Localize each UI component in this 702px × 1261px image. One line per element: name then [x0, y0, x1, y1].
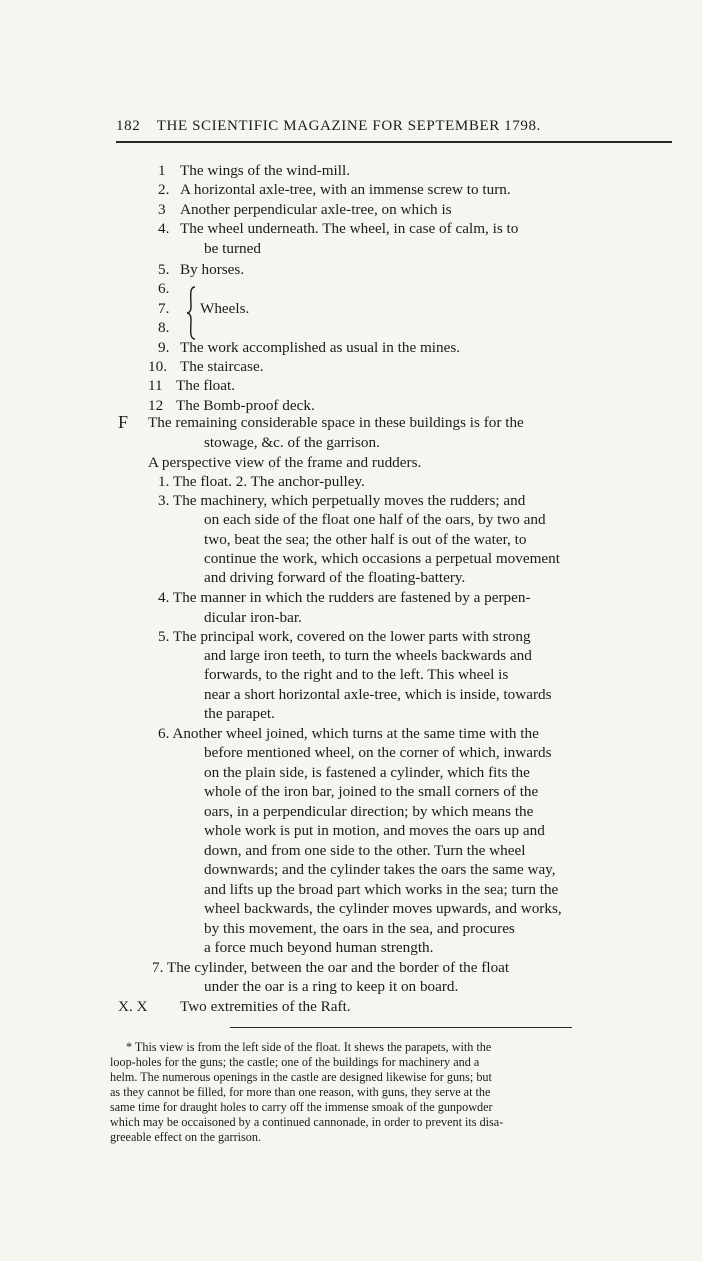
list-item: 6.: [158, 280, 170, 297]
perspective-intro: A perspective view of the frame and rudders.: [148, 454, 422, 471]
paragraph-line: and lifts up the broad part which works in the sea; turn the: [204, 881, 559, 898]
footnote-line: as they cannot be filled, for more than one reason, with guns, they serve at the: [110, 1085, 491, 1099]
list-item: 4. The wheel underneath. The wheel, in case of calm, is to: [158, 220, 519, 237]
list-item: 3 Another perpendicular axle-tree, on which is: [158, 201, 452, 218]
list-item: 10. The staircase.: [148, 358, 264, 375]
paragraph-line: forwards, to the right and to the left. This wheel is: [204, 666, 509, 683]
list-item: 1 The wings of the wind-mill.: [158, 162, 350, 179]
page-header: [116, 118, 541, 135]
paragraph-line: by this movement, the oars in the sea, and procures: [204, 920, 515, 937]
paragraph-line: dicular iron-bar.: [204, 609, 302, 626]
paragraph-line: a force much beyond human strength.: [204, 939, 434, 956]
page-number: 182: [116, 118, 141, 134]
running-title: THE SCIENTIFIC MAGAZINE FOR SEPTEMBER 1798.: [156, 118, 541, 134]
perspective-line: 1. The float. 2. The anchor-pulley.: [158, 473, 365, 490]
paragraph-line: under the oar is a ring to keep it on board.: [204, 978, 459, 995]
footnote-line: greeable effect on the garrison.: [110, 1130, 262, 1144]
list-item-continuation: be turned: [204, 240, 261, 257]
list-item: 8.: [158, 319, 170, 336]
footnote-line: * This view is from the left side of the float. It shews the parapets, with the: [126, 1040, 492, 1054]
paragraph-line: downwards; and the cylinder takes the oars the same way,: [204, 861, 556, 878]
paragraph-line: 5. The principal work, covered on the lower parts with strong: [158, 628, 531, 645]
footnote-line: loop-holes for the guns; the castle; one of the buildings for machinery and a: [110, 1055, 480, 1069]
header-rule: [116, 141, 672, 143]
list-item: 12 The Bomb-proof deck.: [148, 397, 315, 414]
paragraph-line: near a short horizontal axle-tree, which is inside, towards: [204, 686, 552, 703]
paragraph-line: whole of the iron bar, joined to the small corners of the: [204, 783, 539, 800]
paragraph-line: 4. The manner in which the rudders are fastened by a perpen-: [158, 589, 531, 606]
paragraph-line: wheel backwards, the cylinder moves upwards, and works,: [204, 900, 562, 917]
paragraph-line: 6. Another wheel joined, which turns at the same time with the: [158, 725, 539, 742]
paragraph-line: oars, in a perpendicular direction; by which means the: [204, 803, 534, 820]
paragraph-line: on each side of the float one half of the oars, by two and: [204, 511, 546, 528]
section-f-line: The remaining considerable space in these buildings is for the: [148, 414, 524, 431]
list-item: 7. Wheels.: [158, 300, 250, 317]
list-item: 11 The float.: [148, 377, 236, 394]
paragraph-line: the parapet.: [204, 705, 275, 722]
section-f-line: stowage, &c. of the garrison.: [204, 434, 380, 451]
footnote-line: helm. The numerous openings in the castle are designed likewise for guns; but: [110, 1070, 492, 1084]
footnote-line: same time for draught holes to carry off the immense smoak of the gunpowder: [110, 1100, 493, 1114]
paragraph-line: on the plain side, is fastened a cylinder, which fits the: [204, 764, 530, 781]
footnote-rule: [230, 1027, 572, 1028]
paragraph-line: before mentioned wheel, on the corner of which, inwards: [204, 744, 552, 761]
extremities-label: X. X: [118, 998, 148, 1015]
list-item: 2. A horizontal axle-tree, with an immense screw to turn.: [158, 181, 511, 198]
list-item: 5. By horses.: [158, 261, 245, 278]
paragraph-line: whole work is put in motion, and moves the oars up and: [204, 822, 545, 839]
footnote-line: which may be occaisoned by a continued cannonade, in order to prevent its disa-: [110, 1115, 504, 1129]
paragraph-line: down, and from one side to the other. Turn the wheel: [204, 842, 526, 859]
paragraph-line: 3. The machinery, which perpetually moves the rudders; and: [158, 492, 526, 509]
section-letter: F: [118, 412, 129, 432]
extremities-text: Two extremities of the Raft.: [180, 998, 351, 1015]
paragraph-line: 7. The cylinder, between the oar and the border of the float: [152, 959, 510, 976]
list-item: 9. The work accomplished as usual in the mines.: [158, 339, 461, 356]
paragraph-line: and driving forward of the floating-battery.: [204, 569, 466, 586]
paragraph-line: continue the work, which occasions a perpetual movement: [204, 550, 560, 567]
paragraph-line: two, beat the sea; the other half is out of the water, to: [204, 531, 527, 548]
brace-symbol: [186, 285, 196, 337]
paragraph-line: and large iron teeth, to turn the wheels backwards and: [204, 647, 532, 664]
